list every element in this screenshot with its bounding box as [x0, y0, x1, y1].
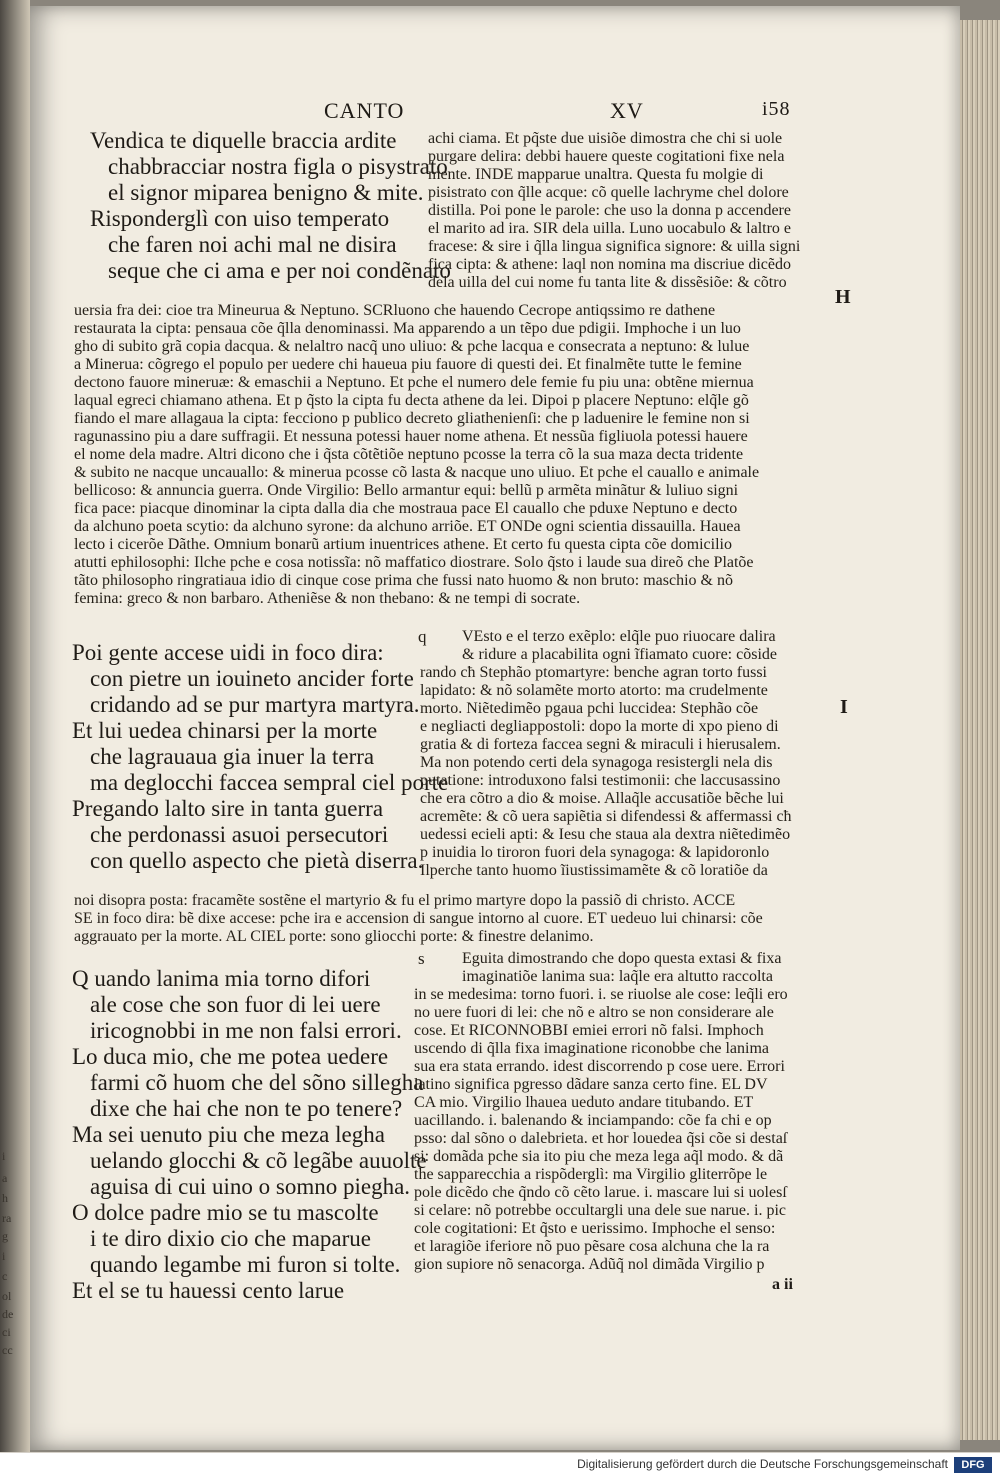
footer-bar: [0, 1452, 1000, 1477]
verse-line: ma deglocchi faccea sempral ciel porte: [90, 770, 449, 795]
commentary-line: fica pace: piacque dinominar la cipta dalla dia che mostraua pace El cauallo che pduxe Neptuno e decto: [74, 500, 738, 517]
commentary-line: rando cħ Stephão ptomartyre: benche agran torto fussi: [420, 664, 767, 681]
verse-line: cridando ad se pur martyra martyra.: [90, 692, 420, 717]
commentary-line: uacillando. i. balenando & inciampando: cõe fa chi e op: [414, 1112, 772, 1129]
commentary-line: cose. Et RICONNOBBI emiei errori nõ falsi. Imphoch: [414, 1022, 764, 1039]
commentary-line: cole cogitationi: Et q̃sto e uerissimo. Imphoche el senso:: [414, 1220, 776, 1237]
verse-line: con quello aspecto che pietà diserra.: [90, 848, 424, 873]
strip-fragment: a: [2, 1171, 8, 1185]
verse-line: che faren noi achi mal ne disira: [108, 232, 397, 257]
commentary-line: gion supiore nõ senacorga. Adũq̃ nol dimãda Virgilio p: [414, 1256, 765, 1273]
commentary-line: el marito ad ira. SIR dela uilla. Luno uocabulo & laltro e: [428, 220, 792, 237]
strip-fragment: ci: [2, 1325, 11, 1339]
margin-letter-i: I: [840, 696, 848, 718]
verse-line: Vendica te diquelle braccia ardite: [90, 128, 397, 153]
commentary-line: the sapparecchia a rispõderglì: ma Virgilio gliterrõpe le: [414, 1166, 768, 1183]
verse-line: i te diro dixio cio che maparue: [90, 1226, 372, 1251]
commentary-line: & subito ne nacque uncauallo: & minerua pcosse cõ lasta & nacque uno uliuo. Et pche el cauallo e animale: [74, 464, 760, 481]
guide-letter-q: q: [418, 627, 427, 646]
header-canto: CANTO: [324, 98, 405, 123]
strip-fragment: g: [2, 1229, 8, 1243]
commentary-line: aggrauato per la morte. AL CIEL porte: sono gliocchi porte: & finestre delanimo.: [74, 928, 594, 945]
verse-line: O dolce padre mio se tu mascolte: [72, 1200, 379, 1225]
strip-fragment: c: [2, 1269, 8, 1283]
signature-mark: a ii: [772, 1276, 793, 1293]
verse-line: con pietre un iouineto ancider forte: [90, 666, 414, 691]
book-page: [30, 6, 960, 1450]
verse-line: Et lui uedea chinarsi per la morte: [72, 718, 378, 743]
strip-fragment: ol: [2, 1289, 12, 1303]
commentary-line: Eguita dimostrando che dopo questa extasi & fixa: [462, 950, 782, 967]
strip-fragment: h: [2, 1191, 8, 1205]
commentary-line: laqual egreci chiamano athena. Et p q̃sto la cipta fu decta athene da lei. Dipoi p placere Neptuno: elq̃le gõ: [74, 392, 749, 409]
commentary-line: p inuidia lo tiroron fuori dela synagoga: & lapidoronlo: [420, 844, 770, 861]
verse-line: seque che ci ama e per noi condẽnato: [108, 258, 451, 283]
commentary-line: pisistrato con q̃lle acque: cõ quelle lachryme chel dolore: [428, 184, 789, 201]
verse-line: Et el se tu hauessi cento larue: [72, 1278, 345, 1303]
strip-fragment: de: [2, 1307, 14, 1321]
commentary-line: gho di subito grã copia dacqua. & nelaltro nacq̃ uno uliuo: & pche lacqua e consecrata a neptuno: & lulue: [74, 338, 750, 355]
verse-line: chabbracciar nostra figla o pisystrato: [108, 154, 448, 179]
commentary-line: SE in foco dira: bẽ dixe accese: pche ira e accension di sangue intorno al cuore. ET uedeuo lui chinarsi: cõe: [74, 910, 763, 927]
commentary-line: & ridure a placabilita ogni ĩfiamato cuore: cõside: [462, 646, 777, 663]
strip-fragment: i: [2, 1249, 6, 1263]
footer-credit: Digitalisierung gefördert durch die Deutsche Forschungsgemeinschaft: [577, 1457, 948, 1471]
commentary-line: e negliacti degliappostoli: dopo la morte di xpo pieno di: [420, 718, 779, 735]
commentary-line: uersia fra dei: cioe tra Mineurua & Neptuno. SCRluono che hauendo Cecrope antiqssimo re dathene: [74, 302, 716, 319]
guide-letter-s: s: [418, 949, 425, 968]
commentary-line: lecto i cicerõe Dãthe. Omnium bonarũ artium inuentrices athene. Et certo fu questa cipta cõe domicilio: [74, 536, 732, 553]
commentary-line: bellicoso: & annuncia guerra. Onde Virgilio: Bello armantur equi: bellũ p armẽta minãtur & luliuo signi: [74, 482, 739, 499]
commentary-line: uedessi ecieli apti: & Iesu che staua ala dextra niẽtedimẽo: [420, 826, 791, 843]
commentary-line: a Minerua: cõgrego el populo per uedere chi haueua piu fauore di questi dei. Et finalmẽte tutte le femine: [74, 356, 742, 373]
verse-line: el signor miparea benigno & mite.: [108, 180, 424, 205]
commentary-line: da alchuno poeta scytio: da alchuno syrone: da alchuno arriõe. ET ONDe ogni scientia dissauilla. Hauea: [74, 518, 741, 535]
book-page-edges: [955, 20, 1000, 1440]
commentary-line: imaginatiõe lanima sua: laq̃le era altutto raccolta: [462, 968, 773, 985]
commentary-line: acremẽte: & cõ uera sapiẽtia si difendessi & affermassi cħ: [420, 808, 792, 825]
commentary-line: che era cõtro a dio & moise. Allaq̃le accusatiõe bẽche lui: [420, 790, 784, 807]
commentary-line: si: domãda pche sia ito piu che meza lega aq̃l modo. & dã: [414, 1148, 784, 1165]
verse-line: iricognobbi in me non falsi errori.: [90, 1018, 402, 1043]
commentary-line: purgare delira: debbi hauere queste cogitationi fixe nela: [428, 148, 785, 165]
verse-line: Pregando lalto sire in tanta guerra: [72, 796, 384, 821]
verse-line: quando legambe mi furon si tolte.: [90, 1252, 401, 1277]
commentary-line: no uere fuori di lei: che nõ e altro se non considerare ale: [414, 1004, 774, 1021]
verse-line: farmi cõ huom che del sõno sillegha: [90, 1070, 424, 1095]
commentary-line: VEsto e el terzo exẽplo: elq̃le puo riuocare dalira: [462, 628, 776, 645]
commentary-line: distilla. Poi pone le parole: che uso la donna p accendere: [428, 202, 791, 219]
commentary-line: atutti ephilosophi: Ilche pche e cosa notissĩa: nõ maffatico diostrare. Solo q̃sto i laude sua direõ che Platõe: [74, 554, 754, 571]
commentary-line: uscendo di q̃lla fixa imaginatione riconobbe che lanima: [414, 1040, 769, 1057]
commentary-line: tãto philosopho ringratiaua idio di cinque cose prima che fussi nato huomo & non bruto: maschio & nõ: [74, 572, 733, 589]
strip-fragment: ra: [2, 1211, 12, 1225]
verse-line: Poi gente accese uidi in foco dira:: [72, 640, 384, 665]
commentary-line: psso: dal sõno o dalebrieta. et hor louedea q̃si cõe si destaſ: [414, 1130, 788, 1147]
verse-line: Ma sei uenuto piu che meza legha: [72, 1122, 385, 1147]
commentary-line: fica cipta: & athene: laql non nomina ma discriue dicẽdo: [428, 256, 791, 273]
verse-line: Risponderglì con uiso temperato: [90, 206, 390, 231]
commentary-line: ragunassino piu a dare suffragii. Et nessuna potessi hauer nome athena. Et nessũa figliuola potessi hauere: [74, 428, 748, 445]
commentary-line: CA mio. Virgilio lhauea ueduto andare titubando. ET: [414, 1094, 754, 1111]
strip-fragment: i: [2, 1149, 6, 1163]
commentary-line: restaurata la cipta: pensaua cõe q̃lla denominassi. Ma apparendo a un tẽpo due pdigii. Imphoche i un luo: [74, 320, 741, 337]
verse-line: uelando glocchi & cõ legãbe auuolte: [90, 1148, 427, 1173]
commentary-line: et laragiõe iferiore nõ puo pẽsare cosa alchuna che la ra: [414, 1238, 770, 1255]
verse-line: dixe che hai che non te po tenere?: [90, 1096, 403, 1121]
commentary-line: noi disopra posta: fracamẽte sostẽne el martyrio & fu el primo martyre dopo la passiõ di christo. ACCE: [74, 892, 736, 909]
dfg-logo: DFG: [954, 1457, 992, 1473]
header-folio-number: i58: [762, 98, 791, 120]
margin-letter-h: H: [835, 286, 851, 308]
commentary-line: putatione: introduxono falsi testimonii: che laccusassino: [420, 772, 781, 789]
strip-fragment: cc: [2, 1343, 13, 1357]
commentary-line: achi ciama. Et pq̃ste due uisiõe dimostra che chi si uole: [428, 130, 783, 147]
verse-line: Lo duca mio, che me potea uedere: [72, 1044, 389, 1069]
verse-line: ale cose che son fuor di lei uere: [90, 992, 381, 1017]
commentary-line: dectono fauore mineruæ: & emaschii a Neptuno. Et pche el numero dele femie fu piu una: obtẽne miernua: [74, 374, 754, 391]
commentary-line: mente. INDE mapparue unaltra. Questa fu molgie di: [428, 166, 764, 183]
commentary-line: lapidato: & nõ solamẽte morto atorto: ma crudelmente: [420, 682, 768, 699]
verse-line: Q uando lanima mia torno difori: [72, 966, 371, 991]
left-facing-page-strip: [0, 0, 30, 1452]
commentary-line: el nome dela madre. Altri dicono che i q̃sta cõtẽtiõe neptuno pcosse la terra cõ la sua maza decta tridente: [74, 446, 744, 463]
commentary-line: latino significa pgresso dãdare sanza certo fine. EL DV: [414, 1076, 768, 1093]
commentary-line: gratia & di forteza faccea segni & miraculi i hierusalem.: [420, 736, 781, 753]
commentary-line: Ma non potendo certi dela synagoga resistergli nela dis: [420, 754, 773, 771]
commentary-line: Ilperche tanto huomo ĩiustissimamẽte & cõ loratiõe da: [420, 862, 768, 879]
commentary-line: si celare: nõ potrebbe occultargli una dele sue narue. i. pic: [414, 1202, 786, 1219]
verse-line: aguisa di cui uino o somno piegha.: [90, 1174, 411, 1199]
commentary-line: dela uilla del cui nome fu tanta lite & dissẽsiõe: & cõtro: [428, 274, 787, 291]
verse-line: che perdonassi asuoi persecutori: [90, 822, 389, 847]
commentary-line: fracese: & sire i q̃lla lingua significa signore: & uilla signi: [428, 238, 801, 255]
commentary-line: in se medesima: torno fuori. i. se riuolse ale cose: leq̃li ero: [414, 986, 788, 1003]
commentary-line: fiando el mare allagaua la cipta: fecciono p publico decreto gliathenienſi: che p laduenire le femine non si: [74, 410, 750, 427]
commentary-line: morto. Niẽtedimẽo pgaua pchi luccidea: Stephão cõe: [420, 700, 759, 717]
header-canto-number: XV: [610, 98, 644, 123]
verse-line: che lagrauaua gia inuer la terra: [90, 744, 375, 769]
commentary-line: pole dicẽdo che q̃ndo cõ cẽto larue. i. mascare lui si uolesſ: [414, 1184, 787, 1201]
commentary-line: sua era stata errando. idest discorrendo p cose uere. Errori: [414, 1058, 785, 1075]
commentary-line: femina: greco & non barbaro. Atheniẽse & non thebano: & ne tempi di socrate.: [74, 590, 581, 607]
